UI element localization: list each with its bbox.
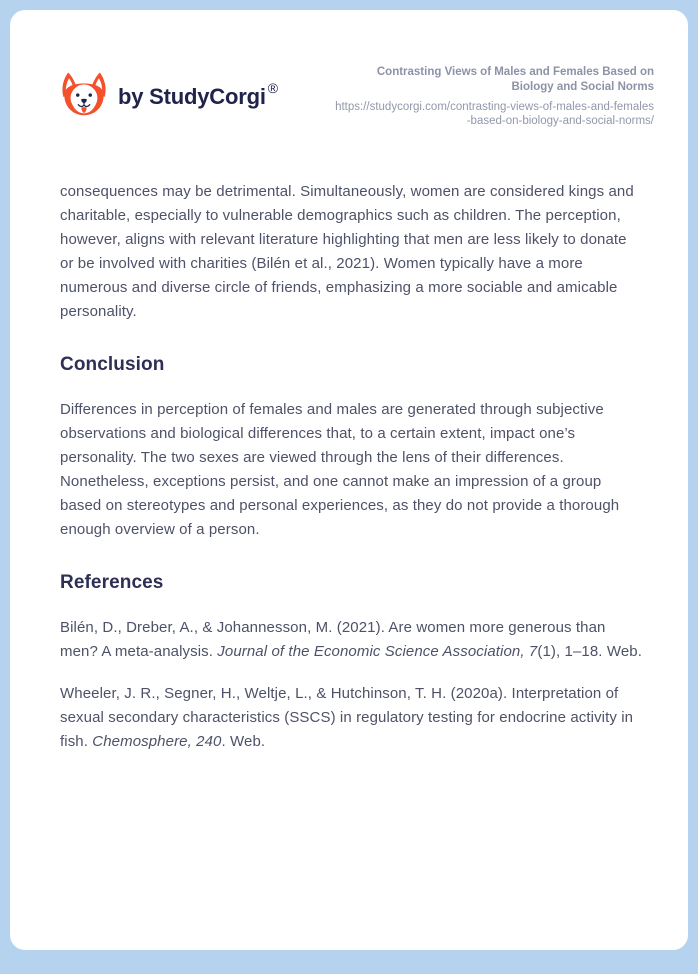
document-body — [10, 128, 688, 754]
intro-paragraph: consequences may be detrimental. Simultaneously, women are considered kings and charitable, especially to vulnerable demographics such as children. The perception, however, aligns with relevant literature highlighting that men are less likely to donate or be involved with charities (Bilén et al., 2021). Women typically have a more numerous and diverse circle of friends, emphasizing a more sociable and amicable personality. — [60, 183, 634, 320]
references-heading: References — [60, 572, 164, 593]
document-url-link[interactable]: https://studycorgi.com/contrasting-views-of-males-and-females-based-on-biology-and-social-norms/ — [335, 101, 654, 127]
document-title: Contrasting Views of Males and Females Based on Biology and Social Norms — [376, 66, 654, 93]
document-meta — [334, 65, 654, 128]
document-card — [10, 10, 688, 950]
corgi-logo-icon — [60, 69, 108, 125]
reference-item: Wheeler, J. R., Segner, H., Weltje, L., & Hutchinson, T. H. (2020a). Interpretation of sexual secondary characteristics (SSCS) in regulatory testing for endocrine activity in fish. Chemosphere, 240. Web. — [60, 685, 634, 750]
studycorgi-logo[interactable] — [60, 69, 278, 125]
conclusion-heading: Conclusion — [60, 354, 165, 375]
references-list — [60, 616, 644, 754]
document-header — [10, 65, 688, 128]
conclusion-paragraph: Differences in perception of females and males are generated through subjective observations and biological differences that, to a certain extent, impact one’s personality. The two sexes are viewed through the lens of their differences. Nonetheless, exceptions persist, and one cannot make an impression of a group based on stereotypes and personal experiences, as they do not provide a thorough enough overview of a person. — [60, 401, 620, 538]
brand-name: by StudyCorgi — [118, 83, 266, 109]
reference-item: Bilén, D., Dreber, A., & Johannesson, M. (2021). Are women more generous than men? A meta-analysis. Journal of the Economic Science Association, 7(1), 1–18. Web. — [60, 619, 642, 660]
registered-trademark-icon: ® — [267, 79, 279, 96]
